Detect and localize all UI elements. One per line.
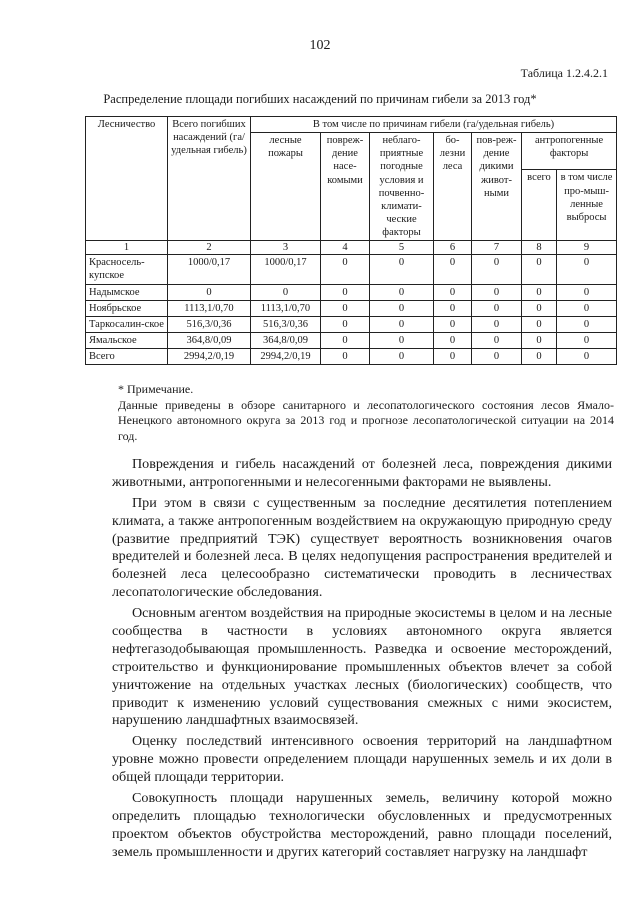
paragraph: Оценку последствий интенсивного освоения территорий на ландшафтном уровне можно провести определением площади нарушенных земель и их доли в общей площади территории. bbox=[112, 733, 612, 786]
value-cell-fires: 516,3/0,36 bbox=[251, 316, 321, 332]
value-cell-anthro-industrial: 0 bbox=[557, 349, 617, 365]
header-fires: лесные пожары bbox=[251, 133, 321, 241]
paragraph: Повреждения и гибель насаждений от болезней леса, повреждения дикими животными, антропогенными и нелесогенными факторами не выявлены. bbox=[112, 456, 612, 490]
note-text: Данные приведены в обзоре санитарного и лесопатологического состояния лесов Ямало-Ненецкого автономного округа за 2013 год и прогнозе лесопатологической ситуации на 2014 год. bbox=[118, 398, 614, 443]
value-cell-disease: 0 bbox=[434, 332, 472, 348]
value-cell-fires: 1113,1/0,70 bbox=[251, 300, 321, 316]
value-cell-anthro-industrial: 0 bbox=[557, 316, 617, 332]
header-disease: бо-лезни леса bbox=[434, 133, 472, 241]
value-cell-insects: 0 bbox=[321, 349, 370, 365]
value-cell-total: 0 bbox=[168, 284, 251, 300]
table-title: Распределение площади погибших насаждений по причинам гибели за 2013 год* bbox=[103, 92, 537, 106]
value-cell-anthro-industrial: 0 bbox=[557, 284, 617, 300]
forestry-name-cell: Ямальское bbox=[86, 332, 168, 348]
value-cell-total: 364,8/0,09 bbox=[168, 332, 251, 348]
table-row bbox=[86, 332, 617, 348]
value-cell-animals: 0 bbox=[472, 284, 522, 300]
header-total: Всего погибших насаждений (га/удельная гибель) bbox=[168, 117, 251, 241]
value-cell-anthro-total: 0 bbox=[522, 316, 557, 332]
value-cell-animals: 0 bbox=[472, 332, 522, 348]
value-cell-disease: 0 bbox=[434, 300, 472, 316]
body-text bbox=[112, 456, 612, 865]
forestry-name-cell: Ноябрьское bbox=[86, 300, 168, 316]
value-cell-anthro-total: 0 bbox=[522, 300, 557, 316]
column-number: 9 bbox=[557, 241, 617, 255]
column-number: 7 bbox=[472, 241, 522, 255]
paragraph: Основным агентом воздействия на природные экосистемы в целом и на лесные сообщества в частности в условиях автономного округа является нефтегазодобывающая промышленность. Разведка и освоение месторождений, строительство и функционирование промышленных объектов влечет за собой уничтожение на отдельных участках лесных (биологических) сообществ, что приводит к изменению условий существования смежных с ними экосистем, нарушению ландшафтных взаимосвязей. bbox=[112, 605, 612, 729]
value-cell-anthro-total: 0 bbox=[522, 349, 557, 365]
column-number: 1 bbox=[86, 241, 168, 255]
forestry-name-cell: Всего bbox=[86, 349, 168, 365]
value-cell-weather: 0 bbox=[370, 300, 434, 316]
value-cell-fires: 0 bbox=[251, 284, 321, 300]
header-group-causes: В том числе по причинам гибели (га/удельная гибель) bbox=[251, 117, 617, 133]
value-cell-weather: 0 bbox=[370, 255, 434, 284]
value-cell-animals: 0 bbox=[472, 316, 522, 332]
value-cell-disease: 0 bbox=[434, 284, 472, 300]
forestry-name-cell: Надымское bbox=[86, 284, 168, 300]
header-insects: повреж-дение насе-комыми bbox=[321, 133, 370, 241]
header-group-anthro: антропогенные факторы bbox=[522, 133, 617, 170]
value-cell-anthro-total: 0 bbox=[522, 255, 557, 284]
value-cell-anthro-industrial: 0 bbox=[557, 332, 617, 348]
paragraph: Совокупность площади нарушенных земель, величину которой можно определить площадью технологически обусловленных и предусмотренных проектом объектов обустройства месторождений, равно площади поселений, земель промышленности и других категорий составляет нагрузку на ландшафт bbox=[112, 790, 612, 860]
forestry-name-cell: Красносель-купское bbox=[86, 255, 168, 284]
value-cell-anthro-industrial: 0 bbox=[557, 300, 617, 316]
value-cell-weather: 0 bbox=[370, 316, 434, 332]
note-title: * Примечание. bbox=[118, 382, 194, 396]
value-cell-fires: 1000/0,17 bbox=[251, 255, 321, 284]
value-cell-anthro-industrial: 0 bbox=[557, 255, 617, 284]
value-cell-disease: 0 bbox=[434, 349, 472, 365]
value-cell-weather: 0 bbox=[370, 284, 434, 300]
value-cell-total: 2994,2/0,19 bbox=[168, 349, 251, 365]
column-number: 2 bbox=[168, 241, 251, 255]
header-weather: неблаго-приятные погодные условия и почвенно-климати-ческие факторы bbox=[370, 133, 434, 241]
value-cell-insects: 0 bbox=[321, 300, 370, 316]
header-anthro-total: всего bbox=[522, 170, 557, 241]
value-cell-insects: 0 bbox=[321, 316, 370, 332]
table-row bbox=[86, 316, 617, 332]
table-row bbox=[86, 300, 617, 316]
value-cell-anthro-total: 0 bbox=[522, 284, 557, 300]
column-number: 8 bbox=[522, 241, 557, 255]
value-cell-animals: 0 bbox=[472, 349, 522, 365]
forestry-name-cell: Таркосалин-ское bbox=[86, 316, 168, 332]
value-cell-anthro-total: 0 bbox=[522, 332, 557, 348]
value-cell-insects: 0 bbox=[321, 332, 370, 348]
header-anthro-industrial: в том числе про-мыш-ленные выбросы bbox=[557, 170, 617, 241]
column-number: 3 bbox=[251, 241, 321, 255]
value-cell-animals: 0 bbox=[472, 300, 522, 316]
column-number: 5 bbox=[370, 241, 434, 255]
value-cell-fires: 364,8/0,09 bbox=[251, 332, 321, 348]
value-cell-total: 1113,1/0,70 bbox=[168, 300, 251, 316]
table-row bbox=[86, 255, 617, 284]
data-table bbox=[85, 116, 617, 365]
value-cell-disease: 0 bbox=[434, 255, 472, 284]
value-cell-insects: 0 bbox=[321, 284, 370, 300]
table-label: Таблица 1.2.4.2.1 bbox=[520, 66, 608, 80]
value-cell-total: 1000/0,17 bbox=[168, 255, 251, 284]
header-forestry: Лесничество bbox=[86, 117, 168, 241]
column-number: 4 bbox=[321, 241, 370, 255]
table-row bbox=[86, 284, 617, 300]
header-animals: пов-реж-дение дикими живот-ными bbox=[472, 133, 522, 241]
value-cell-animals: 0 bbox=[472, 255, 522, 284]
column-number: 6 bbox=[434, 241, 472, 255]
value-cell-weather: 0 bbox=[370, 349, 434, 365]
paragraph: При этом в связи с существенным за последние десятилетия потеплением климата, а также антропогенным воздействием на окружающую природную среду (развитие предприятий ТЭК) существует вероятность возникновения очагов вредителей и болезней леса. В целях недопущения распространения вредителей и болезней леса целесообразно систематически проводить в лесничествах лесопатологические обследования. bbox=[112, 494, 612, 601]
table-row bbox=[86, 349, 617, 365]
value-cell-disease: 0 bbox=[434, 316, 472, 332]
value-cell-total: 516,3/0,36 bbox=[168, 316, 251, 332]
value-cell-insects: 0 bbox=[321, 255, 370, 284]
value-cell-weather: 0 bbox=[370, 332, 434, 348]
page-number: 102 bbox=[309, 38, 331, 53]
value-cell-fires: 2994,2/0,19 bbox=[251, 349, 321, 365]
